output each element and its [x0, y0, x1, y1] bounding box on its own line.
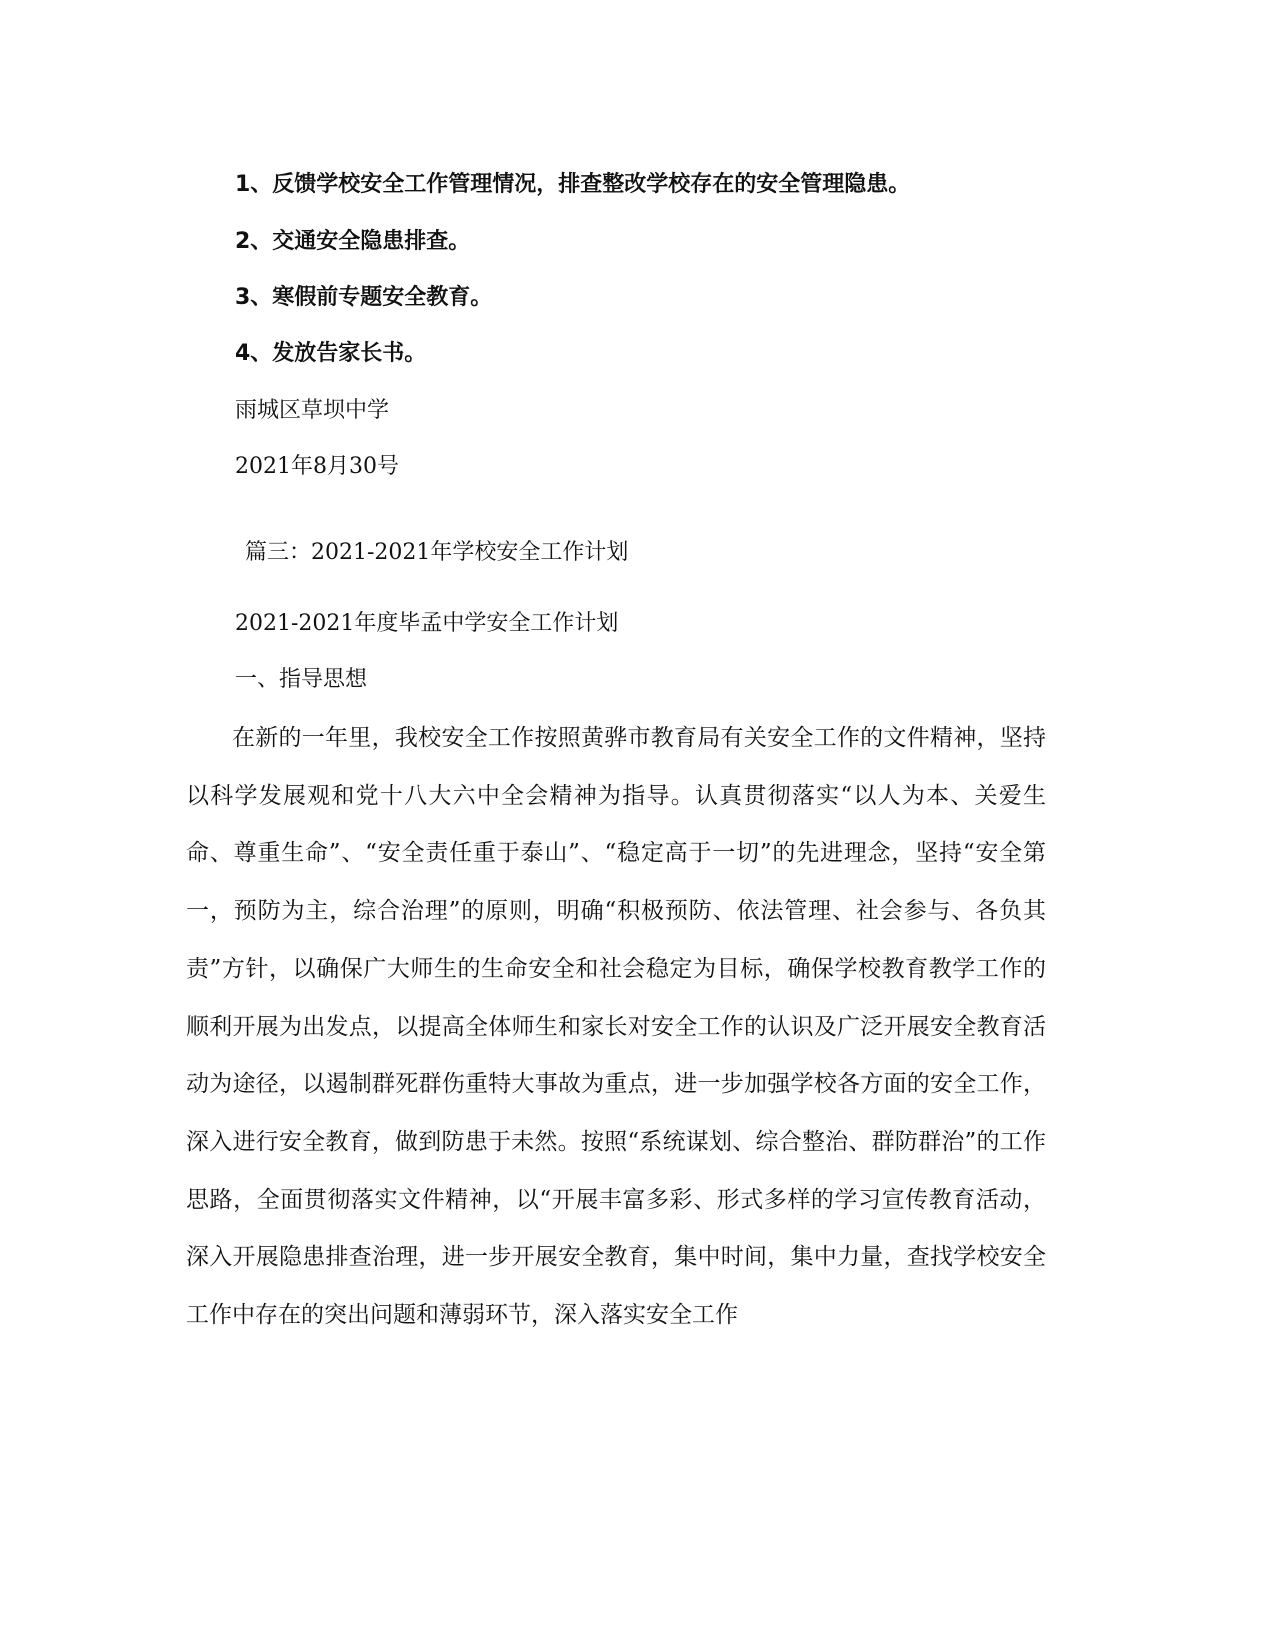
list-item-3: 3、寒假前专题安全教育。: [235, 285, 493, 310]
signature-date: 2021年8月30号: [235, 454, 399, 479]
section-heading: 篇三：2021-2021年学校安全工作计划: [245, 540, 629, 565]
list-item-4: 4、发放告家长书。: [235, 341, 427, 366]
body-paragraph: 在新的一年里，我校安全工作按照黄骅市教育局有关安全工作的文件精神，坚持以科学发展观和党十八大六中全会精神为指导。认真贯彻落实“以人为本、关爱生命、尊重生命”、“安全责任重于泰山”、“稳定高于一切”的先进理念，坚持“安全第一，预防为主，综合治理”的原则，明确“积极预防、依法管理、社会参与、各负其责”方针，以确保广大师生的生命安全和社会稳定为目标，确保学校教育教学工作的顺利开展为出发点，以提高全体师生和家长对安全工作的认识及广泛开展安全教育活动为途径，以遏制群死群伤重特大事故为重点，进一步加强学校各方面的安全工作，深入进行安全教育，做到防患于未然。按照“系统谋划、综合整治、群防群治”的工作思路，全面贯彻落实文件精神，以“开展丰富多彩、形式多样的学习宣传教育活动，深入开展隐患排查治理，进一步开展安全教育，集中时间，集中力量，查找学校安全工作中存在的突出问题和薄弱环节，深入落实安全工作: [186, 725, 1046, 1329]
plan-title: 2021-2021年度毕孟中学安全工作计划: [235, 611, 619, 636]
list-item-1: 1、反馈学校安全工作管理情况，排查整改学校存在的安全管理隐患。: [235, 172, 911, 197]
subheading: 一、指导思想: [235, 667, 368, 692]
signature-school: 雨城区草坝中学: [235, 398, 390, 423]
list-item-2: 2、交通安全隐患排查。: [235, 229, 471, 254]
